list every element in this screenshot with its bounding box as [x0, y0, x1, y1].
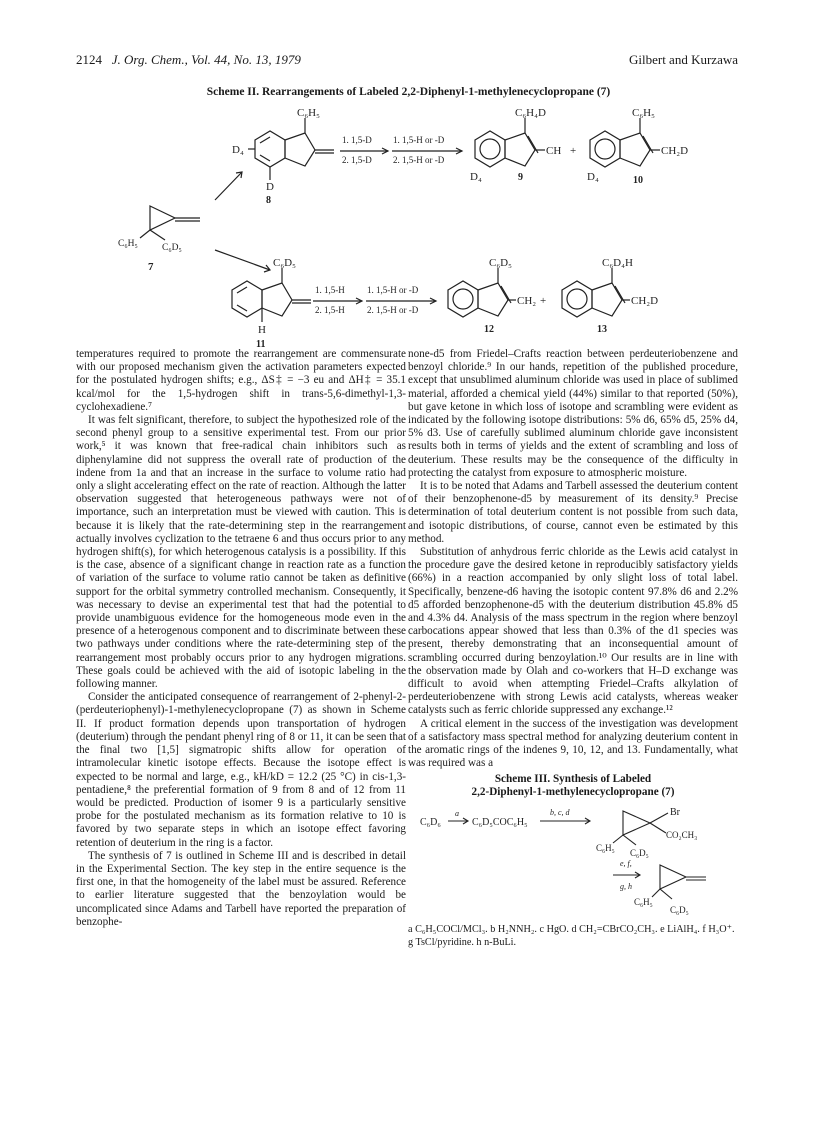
- arrow-top-1b: 2. 1,5-D: [342, 155, 372, 165]
- cmpd9-d4: D₄: [470, 171, 482, 183]
- s3-step-gh: g, h: [620, 881, 632, 891]
- cmpd8-d: D: [266, 181, 274, 193]
- cmpd13-c6d4h: C₆D₄H: [602, 257, 633, 269]
- s3-c6d5-b: C₆D₅: [670, 904, 689, 915]
- s3-c6h5-b: C₆H₅: [634, 896, 653, 907]
- scheme-3-title-line1: Scheme III. Synthesis of Labeled: [494, 772, 652, 785]
- cmpd9-number: 9: [518, 172, 523, 183]
- cmpd11-h: H: [258, 324, 266, 336]
- s3-step-a: a: [455, 808, 459, 818]
- scheme-3-diagram: [408, 803, 738, 921]
- arrow-top-2b: 2. 1,5-H or -D: [393, 155, 445, 165]
- cmpd8-number: 8: [266, 195, 271, 206]
- arrow-bottom-2b: 2. 1,5-H or -D: [367, 305, 419, 315]
- arrow-top-2a: 1. 1,5-H or -D: [393, 135, 445, 145]
- paragraph: temperatures required to promote the rearrangement are commensurate with our proposed mechanism given the activation parameters expected for the postulated hydrogen shifts; e.g., ΔS‡ = −3 eu and ΔH‡ = 35.1 kcal/mol for the 1,5-hydrogen shift in trans-5,6-dimethyl-1,3-cyclohexadiene.⁷: [76, 348, 406, 413]
- plus-top: +: [570, 145, 577, 157]
- cmpd10-ch2d: CH₂D: [661, 145, 689, 157]
- scheme-2-title: Scheme II. Rearrangements of Labeled 2,2-Diphenyl-1-methylenecyclopropane (7): [206, 86, 611, 98]
- paragraph: Consider the anticipated consequence of rearrangement of 2-phenyl-2-(perdeuteriophenyl)-1-methylenecyclopropane (7) as shown in Scheme II. If product formation depends upon transportation of hydrogen (deuterium) through the pendant phenyl ring of 8 or 11, it can be seen that the final two [1,5] sigmatropic shifts allow for operation of intramolecular kinetic isotope effects. Because the isotope effect is expected to be normal and large, e.g., kH/kD = 12.2 (25 °C) in cis-1,3-pentadiene,⁸ the preferential formation of 9 from 8 and of 12 from 11 would be predicted. Production of isomer 9 is a particularly sensitive probe for the postulated mechanism as its formation relative to 10 is favored by two separate steps in which an isotope effect favoring retention of deuterium in the ring is a factor.: [76, 691, 406, 849]
- paragraph: It was felt significant, therefore, to subject the hypothesized role of the second phenyl group to a sensitive experimental test. From our prior work,⁵ it was known that free-radical chain inhibitors such as diphenylamine did not suppress the overall rate of production of the indene from 1a and that an increase in the surface to volume ratio had only a slight accelerating effect on the rate of reaction. Although the latter observation suggested that heterogeneous pathways were not of importance, such an interpretation must be viewed with caution. This is because it is likely that the rate-determining step in the rearrangement actually involves cyclization to the tetraene 6 and thus occurs prior to any hydrogen shift(s), for which heterogenous catalysis is a possibility. If this is the case, absence of a significant change in reaction rate as a function of variation of the surface to volume ratio cannot be taken as definitive support for the orbital symmetry controlled mechanism. Consequently, it was necessary to devise an experimental test that had the potential to provide unambiguous evidence for the homogeneous mode even in the presence of a heterogenous component and to discriminate between these two pathways under conditions where the rate-determining step of the rearrangement most probably occurs prior to any hydrogen migrations. These goals could be achieved with the aid of isotopic labeling in the following manner.: [76, 414, 406, 691]
- s3-ketone: C₆D₅COC₆H₅: [472, 816, 528, 828]
- cmpd11-number: 11: [256, 339, 266, 350]
- cmpd9-ch: CH: [546, 145, 562, 157]
- paragraph: It is to be noted that Adams and Tarbell assessed the deuterium content of their benzophenone-d5 by measurement of its density.⁹ Precise determination of total deuterium content is not possible from such data, and isotopic distributions, of course, cannot even be estimated by this method.: [408, 480, 738, 545]
- s3-br: Br: [670, 806, 680, 818]
- s3-c6d6: C₆D₆: [420, 816, 441, 828]
- s3-c6d5-a: C₆D₅: [630, 847, 649, 858]
- authors: Gilbert and Kurzawa: [628, 52, 738, 67]
- scheme-2-diagram: [0, 0, 817, 350]
- cmpd10-c6h5: C₆H₅: [632, 107, 655, 119]
- left-column: [76, 348, 406, 929]
- cmpd12-number: 12: [484, 324, 494, 335]
- s3-co2ch3: CO₂CH₃: [666, 829, 698, 840]
- cmpd9-c6h4d: C₆H₄D: [515, 107, 546, 119]
- arrow-bottom-1a: 1. 1,5-H: [315, 285, 345, 295]
- s3-step-bcd: b, c, d: [550, 807, 570, 817]
- cmpd10-d4: D₄: [587, 171, 599, 183]
- scheme-3-footnote: a C₆H₅COCl/MCl₃. b H₂NNH₂. c HgO. d CH₂=CBrCO₂CH₃. e LiAlH₄. f H₃O⁺. g TsCl/pyridine. h n-BuLi.: [408, 923, 735, 948]
- arrow-bottom-1b: 2. 1,5-H: [315, 305, 345, 315]
- paragraph: Substitution of anhydrous ferric chloride as the Lewis acid catalyst in the procedure gave the desired ketone in reproducibly satisfactory yields (66%) in a reaction accompanied by only slight loss of total label. Specifically, benzene-d6 having the isotopic content 97.8% d6 and 2.2% d5 afforded benzophenone-d5 with the deuterium distribution 45.8% d5 and 4.3% d4. Analysis of the mass spectrum in the region where benzoyl carbocations appear showed that less than 0.3% of the d1 species was present, thereby demonstrating that an inconsequential amount of scrambling occurred during benzoylation.¹⁰ Our results are in line with the observation made by Olah and co-workers that H–D exchange was difficult to avoid when attempting Friedel–Crafts alkylation of perdeuteriobenzene with strong Lewis acid catalysts, whereas weaker catalysts such as ferric chloride suppressed any exchange.¹²: [408, 546, 738, 717]
- plus-bottom: +: [540, 295, 547, 307]
- paragraph: The synthesis of 7 is outlined in Scheme III and is described in detail in the Experimental Section. The key step in the entire sequence is the first one, in that the homogeneity of the label must be assured. Reference to earlier literature suggested that the benzoylation would be uncomplicated since Adams and Tarbell have reported the preparation of benzophe-: [76, 849, 406, 928]
- arrow-bottom-2a: 1. 1,5-H or -D: [367, 285, 419, 295]
- cmpd7-c6h5: C₆H₅: [118, 239, 138, 249]
- cmpd7-c6d5: C₆D₅: [162, 243, 182, 253]
- arrow-top-1a: 1. 1,5-D: [342, 135, 372, 145]
- cmpd13-number: 13: [597, 324, 607, 335]
- s3-step-ef: e, f,: [620, 858, 632, 868]
- cmpd10-number: 10: [633, 175, 643, 186]
- cmpd7-number: 7: [148, 261, 154, 273]
- scheme-3-title-line2: 2,2-Diphenyl-1-methylenecyclopropane (7): [471, 785, 675, 798]
- cmpd12-c6d5: C₆D₅: [489, 257, 512, 269]
- cmpd11-c6d5: C₆D₅: [273, 257, 296, 269]
- cmpd8-c6h5: C₆H₅: [297, 107, 320, 119]
- cmpd8-d4: D₄: [232, 144, 244, 156]
- scheme-3-title: [408, 773, 738, 799]
- page-number: 2124: [76, 52, 102, 67]
- right-column: [408, 348, 738, 949]
- journal-citation: J. Org. Chem., Vol. 44, No. 13, 1979: [111, 52, 301, 67]
- cmpd13-ch2d: CH₂D: [631, 295, 659, 307]
- paragraph: none-d5 from Friedel–Crafts reaction between perdeuteriobenzene and benzoyl chloride.⁹ In our hands, repetition of the published procedure, except that unsublimed aluminum chloride was used in place of sublimed material, afforded a chemical yield (44%) similar to that reported (50%), but gave ketone in which loss of isotope and scrambling were evident as indicated by the following isotope distributions: 5% d6, 65% d5, 25% d4, 5% d3. Use of carefully sublimed aluminum chloride gave inconsistent results both in terms of yields and the extent of scrambling and loss of deuterium. These results may be the consequence of the difficulty in protecting the catalyst from exposure to atmospheric moisture.: [408, 348, 738, 479]
- cmpd12-ch2: CH₂: [517, 295, 537, 307]
- s3-c6h5-a: C₆H₅: [596, 842, 615, 853]
- paragraph: A critical element in the success of the investigation was development of a satisfactory mass spectral method for analyzing deuterium content in the aromatic rings of the indenes 9, 10, 12, and 13. Fundamentally, what was required was a: [408, 717, 738, 770]
